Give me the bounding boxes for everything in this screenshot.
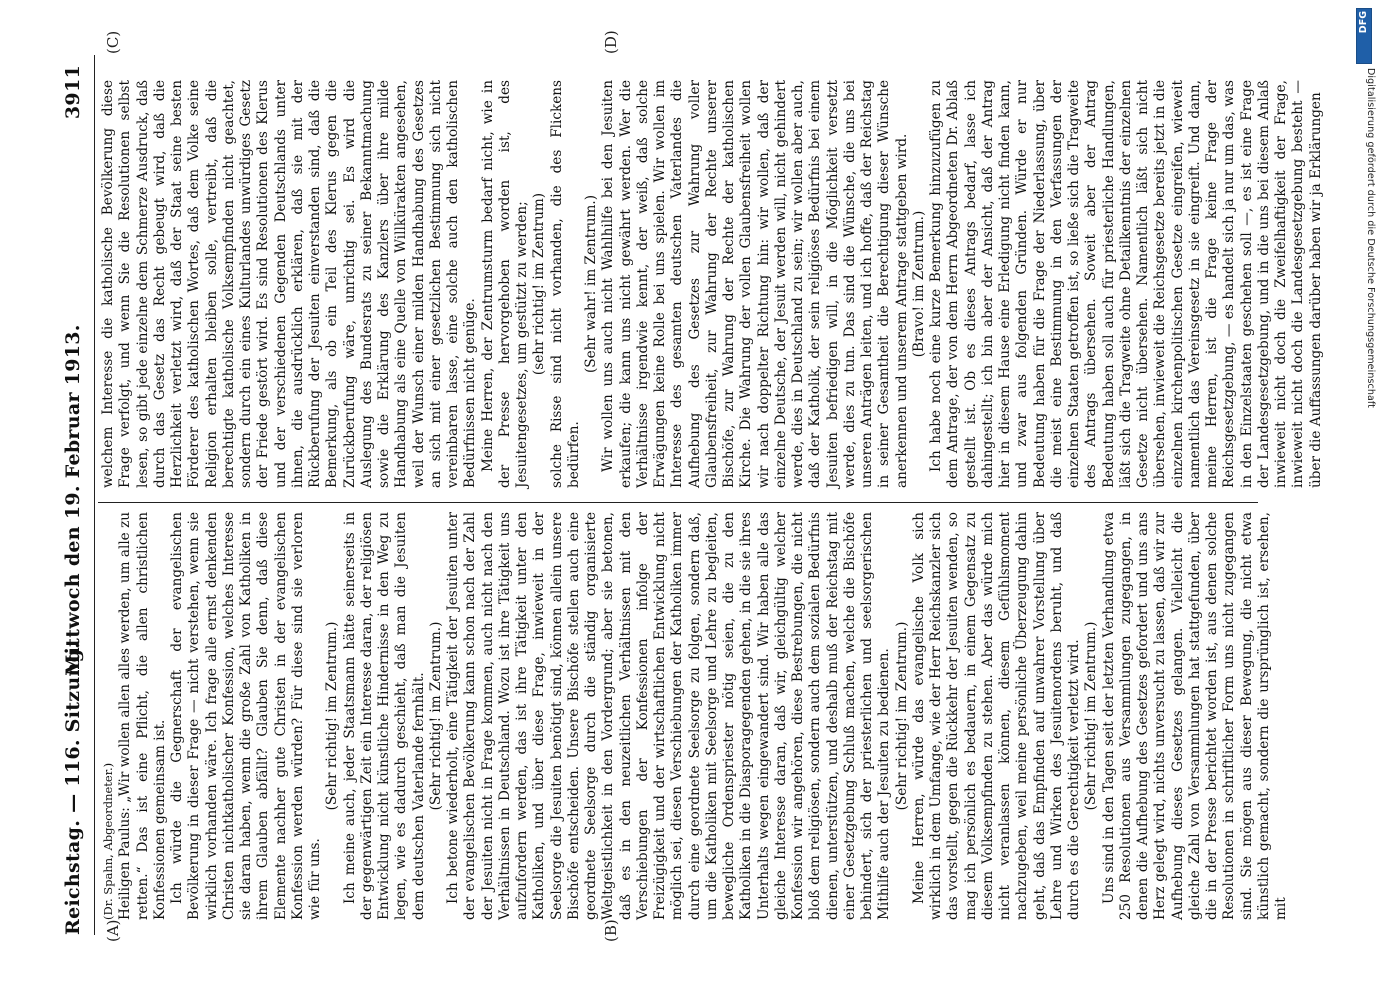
paragraph: welchem Interesse die katholische Bevölkerung diese Frage verfolgt, und wenn Sie die Resolutionen selbst lesen, so gibt jede einzelne dem Schmerze Ausdruck, daß durch das Gesetz das Recht gebeugt wird, daß die Herzlichkeit verletzt wird, daß der Staat seine besten Förderer des katholischen Wortes, daß dem Volke seine Religion erhalten bleiben solle, vertreibt, daß die berechtigte katholische Volksempfinden nicht geachtet, sondern durch ein eines Kulturlandes unwürdiges Gesetz der Friede gestört wird. Es sind Resolutionen des Klerus und der verschiedenen Gegenden Deutschlands unter ihnen, die ausdrücklich erklären, daß sie mit der Rückberufung der Jesuiten einverstanden sind, daß die Bemerkung, als ob ein Teil des Klerus gegen die Zurückberufung wäre, unrichtig sei. Es wird die Auslegung des Bundesrats zu seiner Bekanntmachung sowie die Erklärung des Kanzlers über ihre milde Handhabung als eine Quelle von Willkürakten angesehen, weil der Wunsch einer milden Handhabung des Gesetzes an sich mit einer gesetzlichen Bestimmung sich nicht vereinbaren lasse, eine solche auch den katholischen Bedürfnissen nicht genüge. <box>100 80 479 488</box>
paragraph: Ich meine auch, jeder Staatsmann hätte seinerseits in der gegenwärtigen Zeit ein Interesse daran, der religiösen Entwicklung nicht künstliche Hindernisse in den Weg zu legen, wie es dadurch geschieht, daß man die Jesuiten dem deutschen Vaterlande fernhält. <box>341 512 427 920</box>
interjection: (Bravo! im Zentrum.) <box>910 210 927 358</box>
paragraph: Meine Herren, der Zentrumsturm bedarf nicht, wie in der Presse hervorgehoben worden ist, des Jesuitengesetzes, um gestützt zu werden; <box>479 80 530 488</box>
left-column <box>100 512 1289 920</box>
paragraph: Ich betone wiederholt, eine Tätigkeit der Jesuiten unter der evangelischen Bevölkerung kann schon nach der Zahl der Jesuiten nicht in Frage kommen, auch nicht nach den Verhältnissen in Deutschland. Wozu ist ihre Tätigkeit uns aufzufordern werden, das ist ihre Tätigkeit unter den Katholiken, und über diese Frage, inwieweit in der Seelsorge die Jesuiten benötigt sind, können allein unsere Bischöfe entscheiden. Unsere Bischöfe stellen auch eine geordnete Seelsorge durch die ständig organisierte Weltgeistlichkeit in den Vordergrund; aber sie betonen, daß es in den neuzeitlichen Verhältnissen mit den Verschiebungen der Konfessionen infolge der Freizügigkeit und der wirtschaftlichen Entwicklung nicht möglich sei, diesen Verschiebungen der Katholiken immer durch eine geordnete Seelsorge zu folgen, sondern daß, um die Katholiken mit Seelsorge und Lehre zu begleiten, bewegliche Ordenspriester nötig seien, die zu den Katholiken in die Diasporagegenden gehen, in die sie ihres Unterhalts wegen eingewandert sind. Wir haben alle das gleiche Interesse daran, daß wir, gleichgültig welcher Konfession wir angehören, diese Bestrebungen, die nicht bloß dem religiösen, sondern auch dem sozialen Bedürfnis dienen, unterstützen, und deshalb muß der Reichstag mit einer Gesetzgebung Schluß machen, welche die Bischöfe behindert, sich der priesterlichen und seelsorgerischen Mithilfe auch der Jesuiten zu bedienen. <box>445 512 893 920</box>
digitization-note <box>1358 0 1377 1000</box>
interjection: (sehr richtig! im Zentrum) <box>531 192 548 376</box>
header-session: Reichstag. — 116. Sitzung. <box>62 641 84 935</box>
interjection: (Sehr wahr! im Zentrum.) <box>583 194 599 374</box>
paragraph: Ich würde die Gegnerschaft der evangelischen Bevölkerung in dieser Frage — nicht verstehen, wenn sie wirklich vorhanden wäre. Ich frage alle ernst denkenden Christen nichtkatholischer Konfession, welches Interesse sie daran haben, wenn die große Zahl von Katholiken in ihrem Glauben abfällt? Glauben Sie denn, daß diese Elemente nachher gute Christen in der evangelischen Konfession werden würden? Für diese sind sie verloren wie für uns. <box>169 512 323 920</box>
paragraph: Uns sind in den Tagen seit der letzten Verhandlung etwa 250 Resolutionen aus Versammlungen zugegangen, in denen die Aufhebung des Gesetzes gefordert und uns ans Herz gelegt wird, nichts unversucht zu lassen, daß wir zur Aufhebung dieses Gesetzes gelangen. Vielleicht die gleiche Zahl von Versammlungen hat stattgefunden, über die in der Presse berichtet worden ist, aus denen solche Resolutionen in schriftlicher Form uns nicht zugegangen sind. Sie mögen aus dieser Bewegung, die nicht etwa künstlich gemacht, sondern die ursprünglich ist, ersehen, mit <box>1100 512 1289 920</box>
interjection: (Sehr richtig! im Zentrum.) <box>427 621 444 811</box>
paragraph: Ich habe noch eine kurze Bemerkung hinzuzufügen zu dem Antrage, der von dem Herrn Abgeordneten Dr. Ablaß gestellt ist. Ob es dieses Antrags bedarf, lasse ich dahingestellt; ich bin aber der Ansicht, daß der Antrag hier in diesem Hause eine Erledigung nicht finden kann, und zwar aus folgenden Gründen. Würde er nur Bedeutung haben für die Frage der Niederlassung, über die meist eine Bestimmung in den Verfassungen der einzelnen Staaten getroffen ist, so ließe sich die Tragweite des Antrags übersehen. Soweit aber der Antrag Bedeutung haben soll auch für priesterliche Handlungen, läßt sich die Tragweite ohne Detailkenntnis der einzelnen Gesetze nicht übersehen. Namentlich läßt sich nicht übersehen, inwieweit die Reichsgesetze bereits jetzt in die einzelnen kirchenpolitischen Gesetze eingreifen, wieweit namentlich das Vereinsgesetz in sie eingreift. Und dann, meine Herren, ist die Frage keine Frage der Reichsgesetzgebung, — es handelt sich ja nur um das, was in den Einzelstaaten geschehen soll —, es ist eine Frage der Landesgesetzgebung, und in die uns bei diesem Anlaß inwieweit nicht doch die Zweifelhaftigkeit der Frage, inwieweit nicht doch die Landesgesetzgebung besteht — über die Auffassungen darüber haben wir ja Erklärungen <box>928 80 1324 488</box>
dfg-logo-text: DFG <box>1358 11 1369 34</box>
margin-marker-a: (A) <box>104 919 122 942</box>
paragraph: Heiligen Paulus: „Wir wollen allen alles werden, um alle zu retten.“ Das ist eine Pflicht, die allen christlichen Konfessionen gemeinsam ist. <box>117 512 168 920</box>
column-divider <box>98 502 1258 503</box>
margin-marker-c: (C) <box>104 30 122 54</box>
paragraph: solche Risse sind nicht vorhanden, die des Flickens bedürfen. <box>548 80 582 488</box>
right-column <box>100 80 1324 488</box>
speaker-note: (Dr. Spahn, Abgeordneter.) <box>101 762 115 920</box>
page-number: 3911 <box>62 65 84 120</box>
dfg-logo <box>1356 8 1372 64</box>
margin-marker-b: (B) <box>602 919 620 942</box>
paragraph: Wir wollen uns auch nicht Wahlhilfe bei den Jesuiten erkaufen; die kann uns nicht gewährt werden. Wer die Verhältnisse irgendwie kennt, der weiß, daß solche Erwägungen keine Rolle bei uns spielen. Wir wollen im Interesse des gesamten deutschen Vaterlandes die Aufhebung des Gesetzes zur Wahrung voller Glaubensfreiheit, zur Wahrung der Rechte unserer Bischöfe, zur Wahrung der Rechte der katholischen Kirche. Die Wahrung der vollen Glaubensfreiheit wollen wir nach doppelter Richtung hin: wir wollen, daß der einzelne Deutsche, der Jesuit werden will, nicht gehindert werde, dies in Deutschland zu sein; wir wollen aber auch, daß der Katholik, der sein religiöses Bedürfnis bei einem Jesuiten befriedigen will, in die Möglichkeit versetzt werde, dies zu tun. Das sind die Wünsche, die uns bei unseren Anträgen leiten, und ich hoffe, daß der Reichstag in seiner Gesamtheit die Berechtigung dieser Wünsche anerkennen und unserem Antrage stattgeben wird. <box>600 80 910 488</box>
header-date: Mittwoch den 19. Februar 1913. <box>62 324 84 676</box>
header-rule <box>94 55 95 935</box>
paragraph: Meine Herren, würde das evangelische Volk sich wirklich in dem Umfange, wie der Herr Reichskanzler sich das vorstellt, gegen die Rückkehr der Jesuiten wenden, so mag ich persönlich es bedauern, in einem Gegensatz zu diesem Volksempfinden zu stehen. Aber das würde mich nicht veranlassen können, diesem Gefühlsmoment nachzugeben, weil meine persönliche Überzeugung dahin geht, daß das Empfinden auf unwahrer Vorstellung über Lehre und Wirken des Jesuitenordens beruht, und daß durch es die Gerechtigkeit verletzt wird. <box>910 512 1082 920</box>
page-header <box>58 65 92 935</box>
interjection: (Sehr richtig! im Zentrum.) <box>1083 621 1100 811</box>
interjection: (Sehr richtig! im Zentrum.) <box>324 621 341 811</box>
funding-note-text: Digitalisierung gefördert durch die Deutsche Forschungsgemeinschaft <box>1365 68 1376 408</box>
interjection: (Sehr richtig! im Zentrum.) <box>893 621 910 811</box>
margin-marker-d: (D) <box>602 30 620 54</box>
